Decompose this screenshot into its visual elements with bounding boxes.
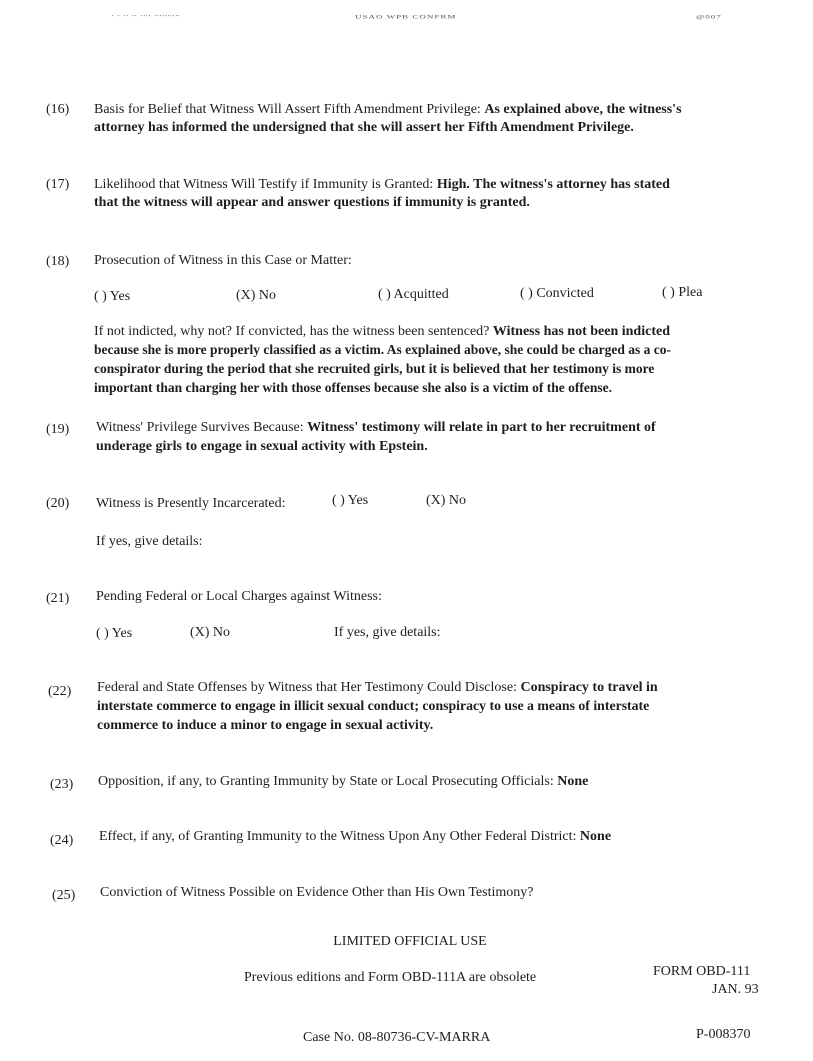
item-20-option-yes: ( ) Yes — [332, 493, 369, 508]
item-18-answer-4: important than charging her with those offenses because she also is a victim of the offense. — [94, 380, 612, 395]
item-19-answer-1: Witness' testimony will relate in part to her recruitment of — [307, 420, 656, 435]
item-18-answer-2: because she is more properly classified as a victim. As explained above, she could be charged as a co- — [94, 342, 671, 357]
item-20-option-no: (X) No — [426, 493, 467, 508]
item-24-answer: None — [579, 829, 612, 844]
item-22-answer-2: interstate commerce to engage in illicit sexual conduct; conspiracy to use a means of interstate — [97, 698, 650, 713]
item-16-answer-1: As explained above, the witness's — [484, 102, 682, 117]
item-19-question: Witness' Privilege Survives Because: — [96, 420, 304, 435]
item-19-answer-2: underage girls to engage in sexual activity with Epstein. — [96, 439, 428, 454]
fax-header-right: @007 — [696, 14, 722, 20]
item-16-question: Basis for Belief that Witness Will Assert Fifth Amendment Privilege: — [94, 102, 481, 117]
item-18-option-convicted: ( ) Convicted — [520, 286, 594, 301]
item-22-answer-3: commerce to induce a minor to engage in sexual activity. — [97, 718, 434, 733]
item-number: (18) — [46, 254, 70, 269]
item-18-followup-line — [94, 322, 784, 342]
item-number: (22) — [48, 684, 72, 699]
item-18-answer-1: Witness has not been indicted — [492, 324, 670, 339]
item-18-option-acquitted: ( ) Acquitted — [378, 287, 449, 302]
item-17-answer-2: that the witness will appear and answer questions if immunity is granted. — [94, 195, 530, 210]
item-20-question: Witness is Presently Incarcerated: — [96, 496, 286, 511]
item-17-question: Likelihood that Witness Will Testify if Immunity is Granted: — [94, 177, 434, 192]
item-16-line1 — [94, 100, 774, 120]
item-18-answer-3: conspirator during the period that she recruited girls, but it is believed that her testimony is more — [94, 361, 655, 376]
item-21-option-yes: ( ) Yes — [96, 626, 133, 641]
item-21-followup: If yes, give details: — [334, 625, 441, 640]
item-23-line — [98, 772, 788, 792]
item-21-option-no: (X) No — [190, 625, 231, 640]
fax-header-middle: USAO WPB CONFRM — [355, 14, 457, 20]
item-18-option-yes: ( ) Yes — [94, 289, 131, 304]
obsolete-notice: Previous editions and Form OBD-111A are obsolete — [244, 970, 537, 985]
item-number: (20) — [46, 496, 70, 511]
item-18-question: Prosecution of Witness in this Case or Matter: — [94, 253, 352, 268]
page-number: P-008370 — [696, 1027, 751, 1042]
item-18-followup: If not indicted, why not? If convicted, has the witness been sentenced? — [94, 324, 490, 339]
item-number: (23) — [50, 777, 74, 792]
limited-official-use: LIMITED OFFICIAL USE — [333, 934, 487, 949]
item-22-answer-1: Conspiracy to travel in — [520, 680, 658, 695]
item-24-line — [99, 827, 789, 847]
fax-header-left: ' ' '' '' '''' '''''''''' — [112, 14, 181, 20]
item-number: (19) — [46, 422, 70, 437]
item-22-question: Federal and State Offenses by Witness that Her Testimony Could Disclose: — [97, 680, 517, 695]
form-number: FORM OBD-111 — [653, 964, 751, 979]
item-19-line1 — [96, 418, 776, 438]
item-21-question: Pending Federal or Local Charges against Witness: — [96, 589, 382, 604]
item-number: (21) — [46, 591, 70, 606]
item-number: (25) — [52, 888, 76, 903]
item-25-question: Conviction of Witness Possible on Evidence Other than His Own Testimony? — [100, 885, 534, 900]
item-number: (17) — [46, 177, 70, 192]
item-24-question: Effect, if any, of Granting Immunity to the Witness Upon Any Other Federal District: — [99, 829, 577, 844]
item-number: (24) — [50, 833, 74, 848]
item-number: (16) — [46, 102, 70, 117]
item-18-option-no: (X) No — [236, 288, 277, 303]
item-16-answer-2: attorney has informed the undersigned that she will assert her Fifth Amendment Privilege. — [94, 120, 634, 135]
item-18-option-plea: ( ) Plea — [662, 285, 703, 300]
item-22-line1 — [97, 678, 777, 698]
item-23-answer: None — [557, 774, 589, 789]
item-17-line1 — [94, 175, 774, 195]
item-23-question: Opposition, if any, to Granting Immunity by State or Local Prosecuting Officials: — [98, 774, 554, 789]
form-date: JAN. 93 — [712, 982, 759, 997]
item-17-answer-1: High. The witness's attorney has stated — [436, 177, 670, 192]
case-number: Case No. 08-80736-CV-MARRA — [303, 1030, 491, 1045]
item-20-followup: If yes, give details: — [96, 534, 203, 549]
